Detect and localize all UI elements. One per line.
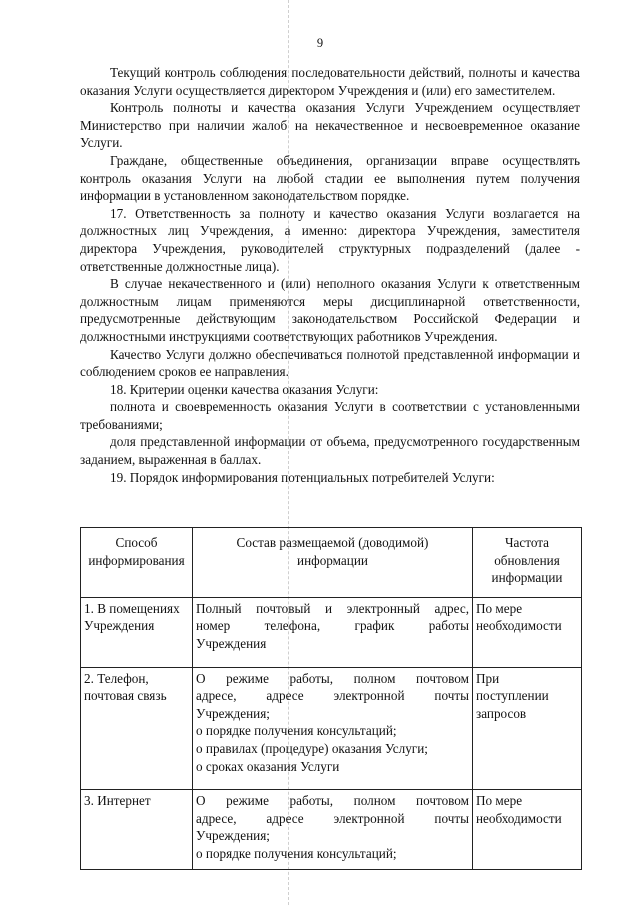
paragraph: Качество Услуги должно обеспечиваться полнотой представленной информации и соблюдением сроков ее направления.: [80, 346, 580, 380]
header-content: Состав размещаемой (доводимой) информации: [193, 528, 473, 598]
table-header-row: [81, 528, 582, 598]
cell-content: Полный почтовый и электронный адрес, номер телефона, график работы Учреждения: [193, 597, 473, 667]
paragraph: 18. Критерии оценки качества оказания Услуги:: [110, 381, 379, 397]
cell-frequency: При поступлении запросов: [473, 667, 582, 790]
paragraph: полнота и своевременность оказания Услуги в соответствии с установленными требованиями;: [80, 399, 580, 432]
paragraph: 19. Порядок информирования потенциальных потребителей Услуги:: [110, 469, 495, 485]
paragraph: В случае некачественного и (или) неполного оказания Услуги к ответственным должностным лицам применяются меры дисциплинарной ответственности, предусмотренные действующим законодательством Российской Федерации и должностными инструкциями соответствующих работников Учреждения.: [80, 276, 580, 344]
information-table: [80, 527, 582, 870]
page-number: 9: [316, 36, 324, 50]
paragraph: доля представленной информации от объема, предусмотренного государственным заданием, выраженная в баллах.: [80, 434, 580, 468]
table-row: [81, 597, 582, 667]
paragraph: 17. Ответственность за полноту и качество оказания Услуги возлагается на должностных лиц Учреждения, а именно: директора Учреждения, заместителя директора Учреждения, руководителей структурных подразделений (далее - ответственные должностные лица).: [80, 205, 580, 274]
cell-frequency: По мере необходимости: [473, 597, 582, 667]
cell-content: О режиме работы, полном почтовом адресе, адресе электронной почты Учреждения; о порядке получения консультаций; о правилах (процедуре) оказания Услуги; о сроках оказания Услуги: [193, 667, 473, 790]
table-row: [81, 790, 582, 869]
document-body: [80, 64, 580, 486]
paragraph: Контроль полноты и качества оказания Услуги Учреждением осуществляет Министерство при наличии жалоб на некачественное и несвоевременное оказание Услуги.: [80, 100, 580, 151]
cell-method: 1. В помещениях Учреждения: [81, 597, 193, 667]
paragraph: Граждане, общественные объединения, организации вправе осуществлять контроль оказания Услуги на любой стадии ее выполнения путем получения информации в установленном законодательством порядке.: [80, 152, 580, 204]
cell-method: 2. Телефон, почтовая связь: [81, 667, 193, 790]
paragraph: Текущий контроль соблюдения последовательности действий, полноты и качества оказания Услуги осуществляется директором Учреждения и (или) его заместителем.: [80, 65, 580, 98]
header-method: Способ информирования: [81, 528, 193, 598]
cell-frequency: По мере необходимости: [473, 790, 582, 869]
table-row: [81, 667, 582, 790]
cell-method: 3. Интернет: [81, 790, 193, 869]
cell-content: О режиме работы, полном почтовом адресе, адресе электронной почты Учреждения; о порядке получения консультаций;: [193, 790, 473, 869]
header-frequency: Частота обновления информации: [473, 528, 582, 598]
